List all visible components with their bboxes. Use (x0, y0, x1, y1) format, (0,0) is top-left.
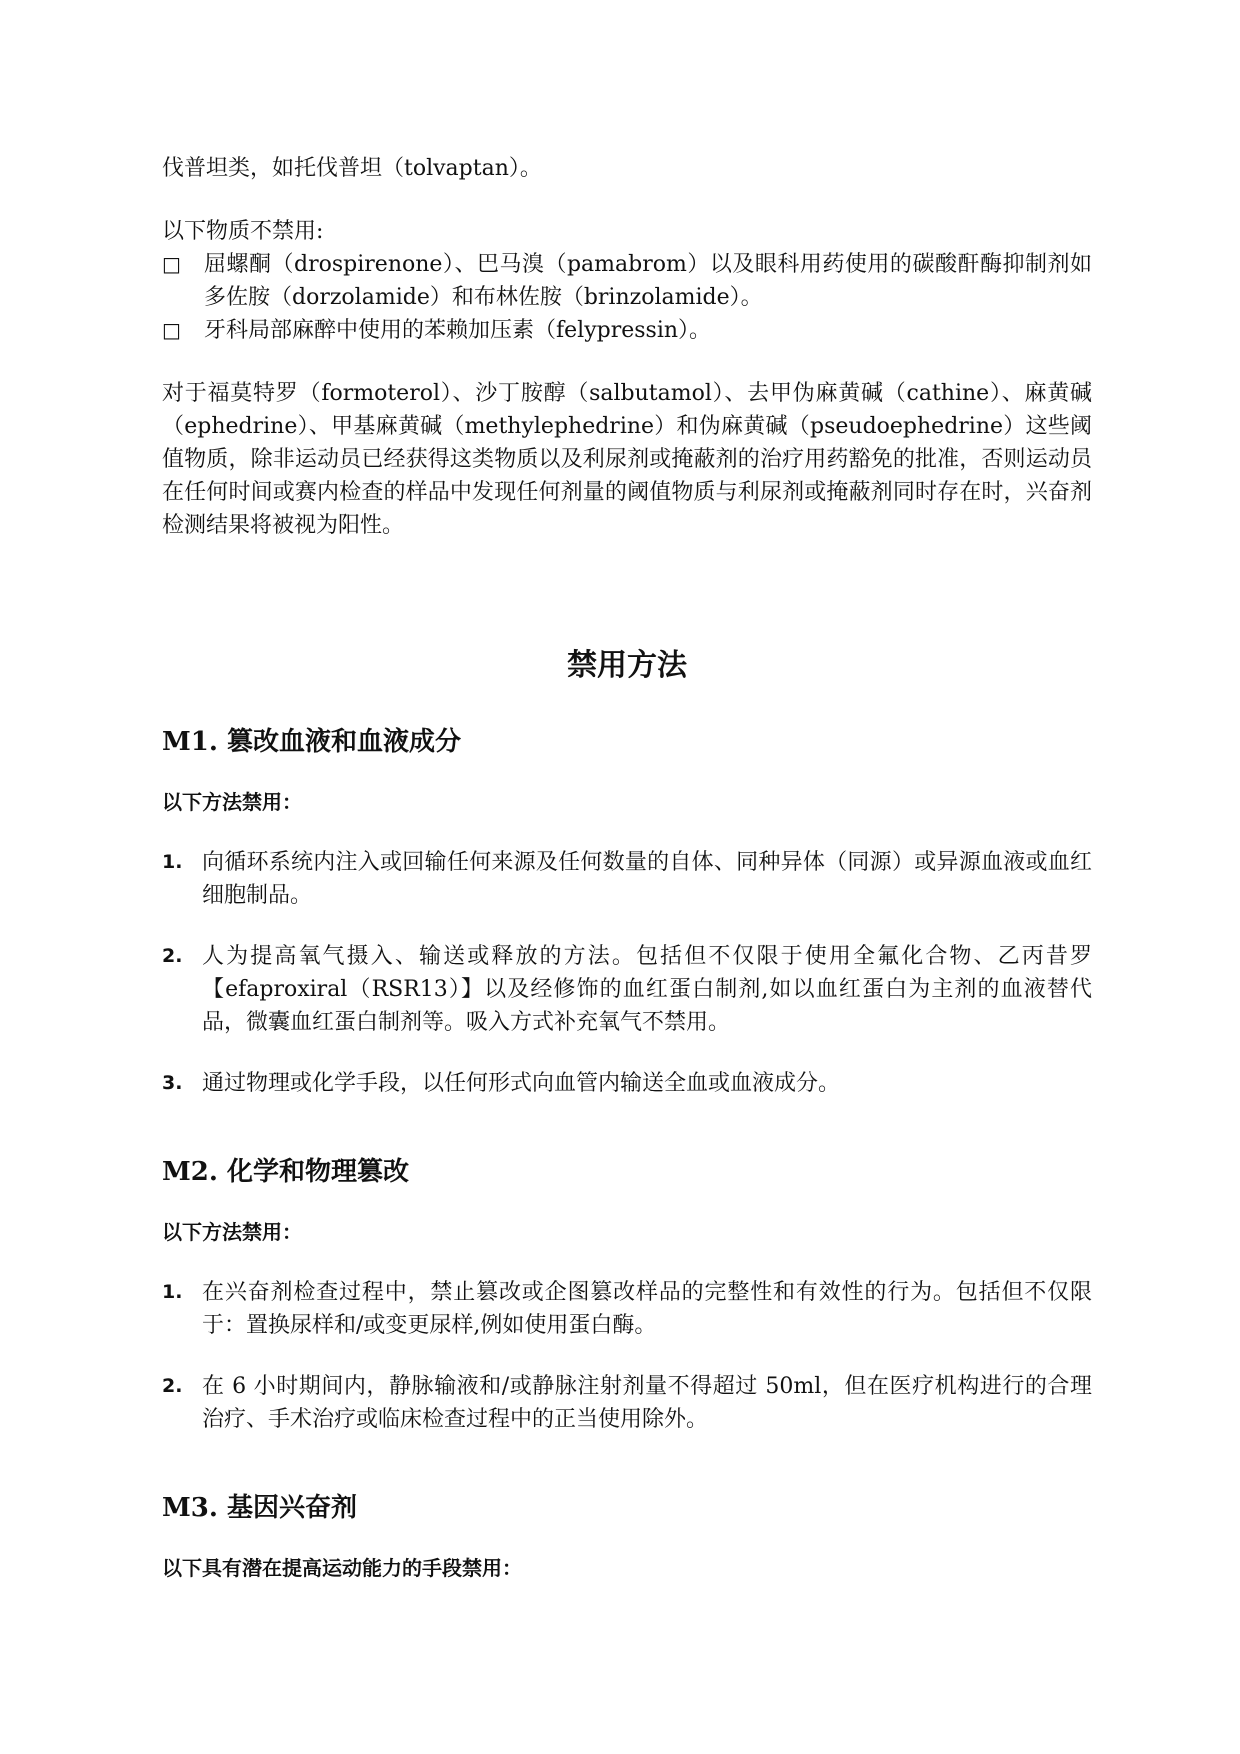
item-text: 通过物理或化学手段，以任何形式向血管内输送全血或血液成分。 (202, 1071, 841, 1096)
checkbox-bullet-icon: □ (162, 318, 181, 342)
m3-heading: M3. 基因兴奋剂 (162, 1493, 357, 1523)
m2-item (162, 1370, 1092, 1436)
item-number: 2. (162, 945, 183, 967)
intro-line: 伐普坦类，如托伐普坦（tolvaptan）。 (162, 156, 542, 181)
item-text: 在 6 小时期间内，静脉输液和/或静脉注射剂量不得超过 50ml，但在医疗机构进行的合理治疗、手术治疗或临床检查过程中的正当使用除外。 (202, 1374, 1092, 1432)
document-page (162, 152, 1092, 1584)
m3-lead: 以下具有潜在提高运动能力的手段禁用： (162, 1556, 522, 1580)
item-text: 向循环系统内注入或回输任何来源及任何数量的自体、同种异体（同源）或异源血液或血红细胞制品。 (202, 850, 1092, 908)
checkbox-bullet-icon: □ (162, 252, 181, 276)
m2-item (162, 1276, 1092, 1342)
m1-item (162, 1067, 1092, 1100)
bullet-text: 屈螺酮（drospirenone）、巴马溴（pamabrom）以及眼科用药使用的碳酸酐酶抑制剂如多佐胺（dorzolamide）和布林佐胺（brinzolamide）。 (204, 252, 1092, 310)
item-text: 在兴奋剂检查过程中，禁止篡改或企图篡改样品的完整性和有效性的行为。包括但不仅限于：置换尿样和/或变更尿样,例如使用蛋白酶。 (202, 1280, 1092, 1338)
item-number: 1. (162, 1281, 183, 1303)
item-text: 人为提高氧气摄入、输送或释放的方法。包括但不仅限于使用全氟化合物、乙丙昔罗【efaproxiral（RSR13）】以及经修饰的血红蛋白制剂,如以血红蛋白为主剂的血液替代品，微囊血红蛋白制剂等。吸入方式补充氧气不禁用。 (202, 944, 1092, 1035)
m1-item (162, 846, 1092, 912)
m2-lead: 以下方法禁用： (162, 1220, 302, 1244)
m1-heading: M1. 篡改血液和血液成分 (162, 727, 461, 757)
m1-lead: 以下方法禁用： (162, 790, 302, 814)
bullet-text: 牙科局部麻醉中使用的苯赖加压素（felypressin）。 (204, 318, 712, 343)
item-number: 1. (162, 851, 183, 873)
section-title: 禁用方法 (567, 648, 687, 683)
bullet-item (162, 314, 1092, 347)
threshold-paragraph: 对于福莫特罗（formoterol）、沙丁胺醇（salbutamol）、去甲伪麻黄碱（cathine）、麻黄碱（ephedrine）、甲基麻黄碱（methylephedrine）和伪麻黄碱（pseudoephedrine）这些阈值物质，除非运动员已经获得这类物质以及利尿剂或掩蔽剂的治疗用药豁免的批准，否则运动员在任何时间或赛内检查的样品中发现任何剂量的阈值物质与利尿剂或掩蔽剂同时存在时，兴奋剂检测结果将被视为阳性。 (162, 381, 1092, 538)
not-prohibited-label: 以下物质不禁用: (162, 219, 324, 244)
item-number: 2. (162, 1375, 183, 1397)
item-number: 3. (162, 1072, 183, 1094)
m1-item (162, 940, 1092, 1039)
bullet-item (162, 248, 1092, 314)
m2-heading: M2. 化学和物理篡改 (162, 1157, 409, 1187)
